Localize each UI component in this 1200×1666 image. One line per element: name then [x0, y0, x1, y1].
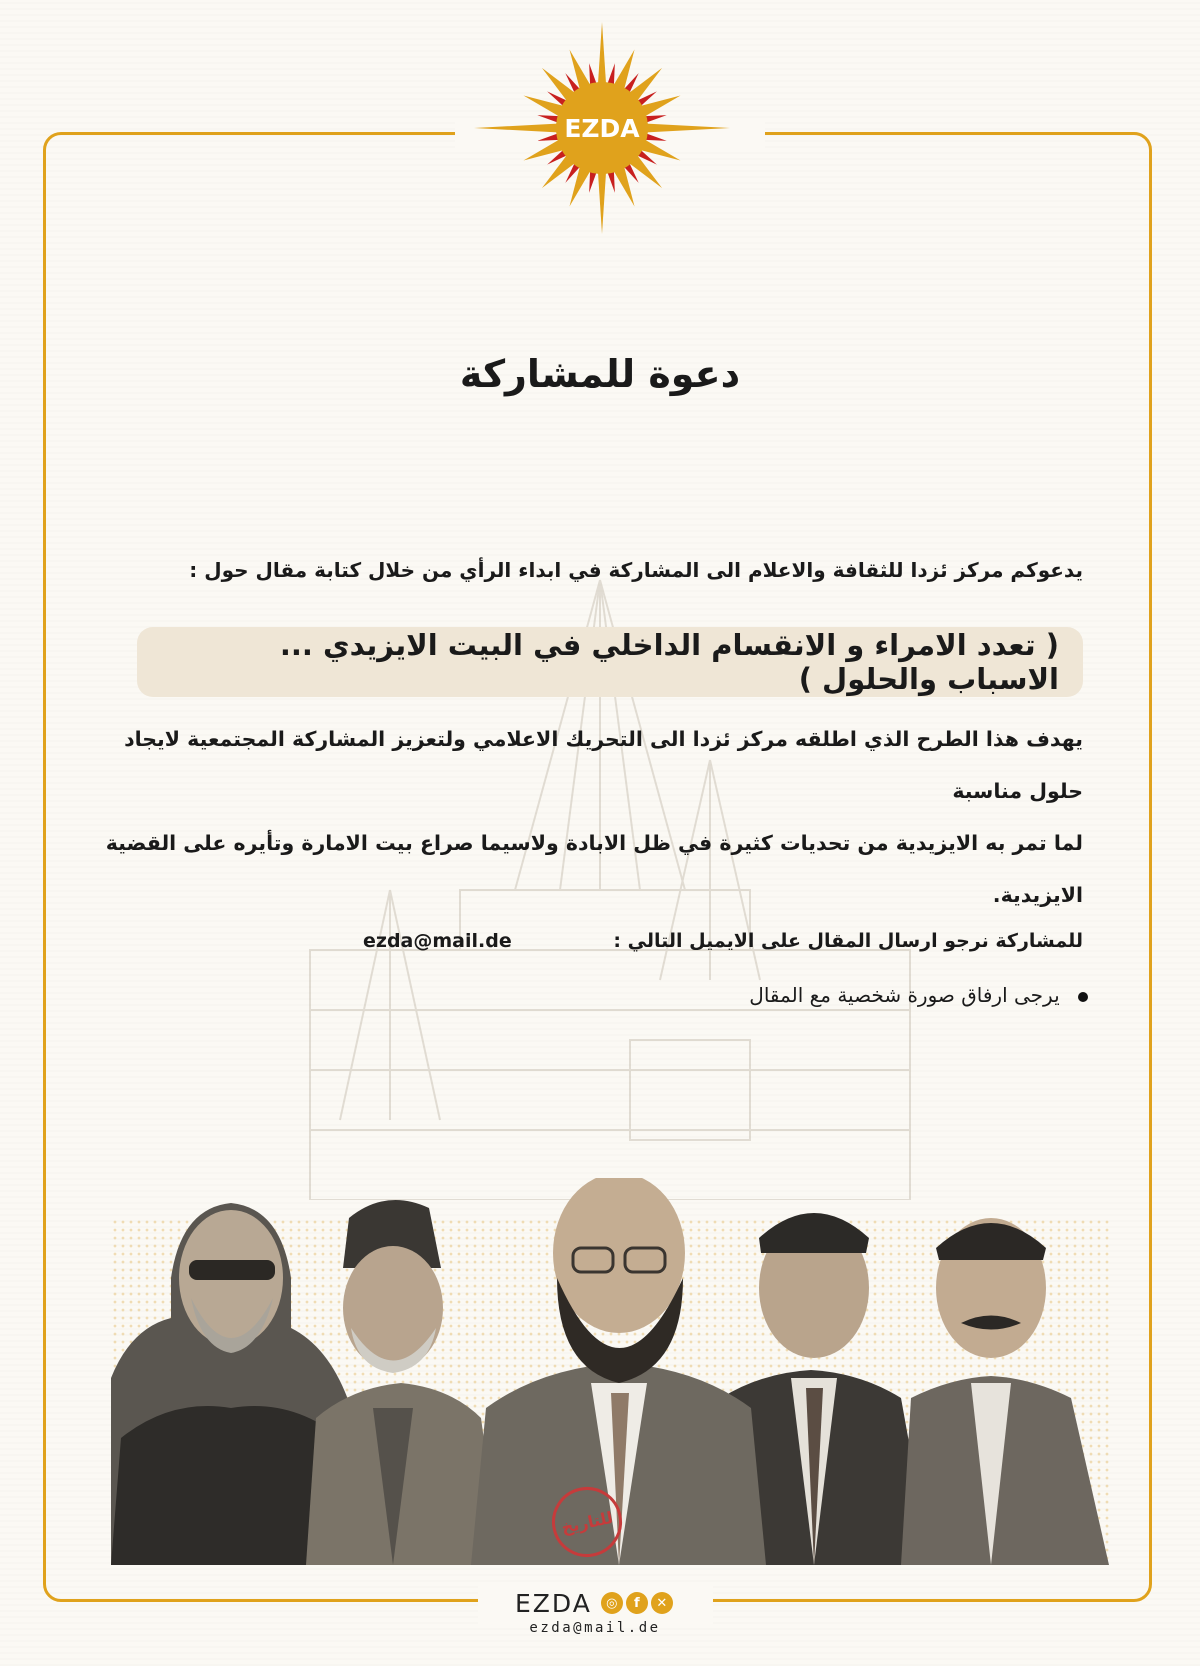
- history-stamp: للتاريخ: [545, 1480, 628, 1563]
- send-label: للمشاركة نرجو ارسال المقال على الايميل التالي :: [613, 930, 1083, 952]
- topic-box: [137, 627, 1083, 697]
- body-line: لما تمر به الايزيدية من تحديات كثيرة في ظل الابادة ولاسيما صراع بيت الامارة وتأيره على القضية الايزيدية.: [105, 831, 1083, 907]
- footer-email[interactable]: ezda@mail.de: [529, 1620, 661, 1636]
- facebook-icon[interactable]: f: [626, 1592, 648, 1614]
- x-icon[interactable]: ✕: [651, 1592, 673, 1614]
- body-paragraph: [93, 713, 1083, 921]
- send-email-link[interactable]: ezda@mail.de: [363, 930, 512, 952]
- bullet-item: [749, 983, 1088, 1007]
- bullet-icon: [1078, 992, 1088, 1002]
- body-line: يهدف هذا الطرح الذي اطلقه مركز ئزدا الى التحريك الاعلامي ولتعزيز المشاركة المجتمعية لايجاد حلول مناسبة: [124, 727, 1083, 803]
- footer-brand: [515, 1588, 673, 1618]
- send-instructions: [363, 930, 1083, 960]
- bullet-text: يرجى ارفاق صورة شخصية مع المقال: [749, 983, 1060, 1007]
- instagram-icon[interactable]: ◎: [601, 1592, 623, 1614]
- footer-name: EZDA: [515, 1588, 592, 1618]
- topic-text: ( تعدد الامراء و الانقسام الداخلي في البيت الايزيدي ... الاسباب والحلول ): [279, 628, 1059, 696]
- page-title: دعوة للمشاركة: [459, 352, 741, 396]
- logo-text: EZDA: [564, 114, 640, 143]
- ezda-sun-logo: [470, 10, 735, 245]
- intro-text: يدعوكم مركز ئزدا للثقافة والاعلام الى المشاركة في ابداء الرأي من خلال كتابة مقال حول :: [189, 558, 1083, 582]
